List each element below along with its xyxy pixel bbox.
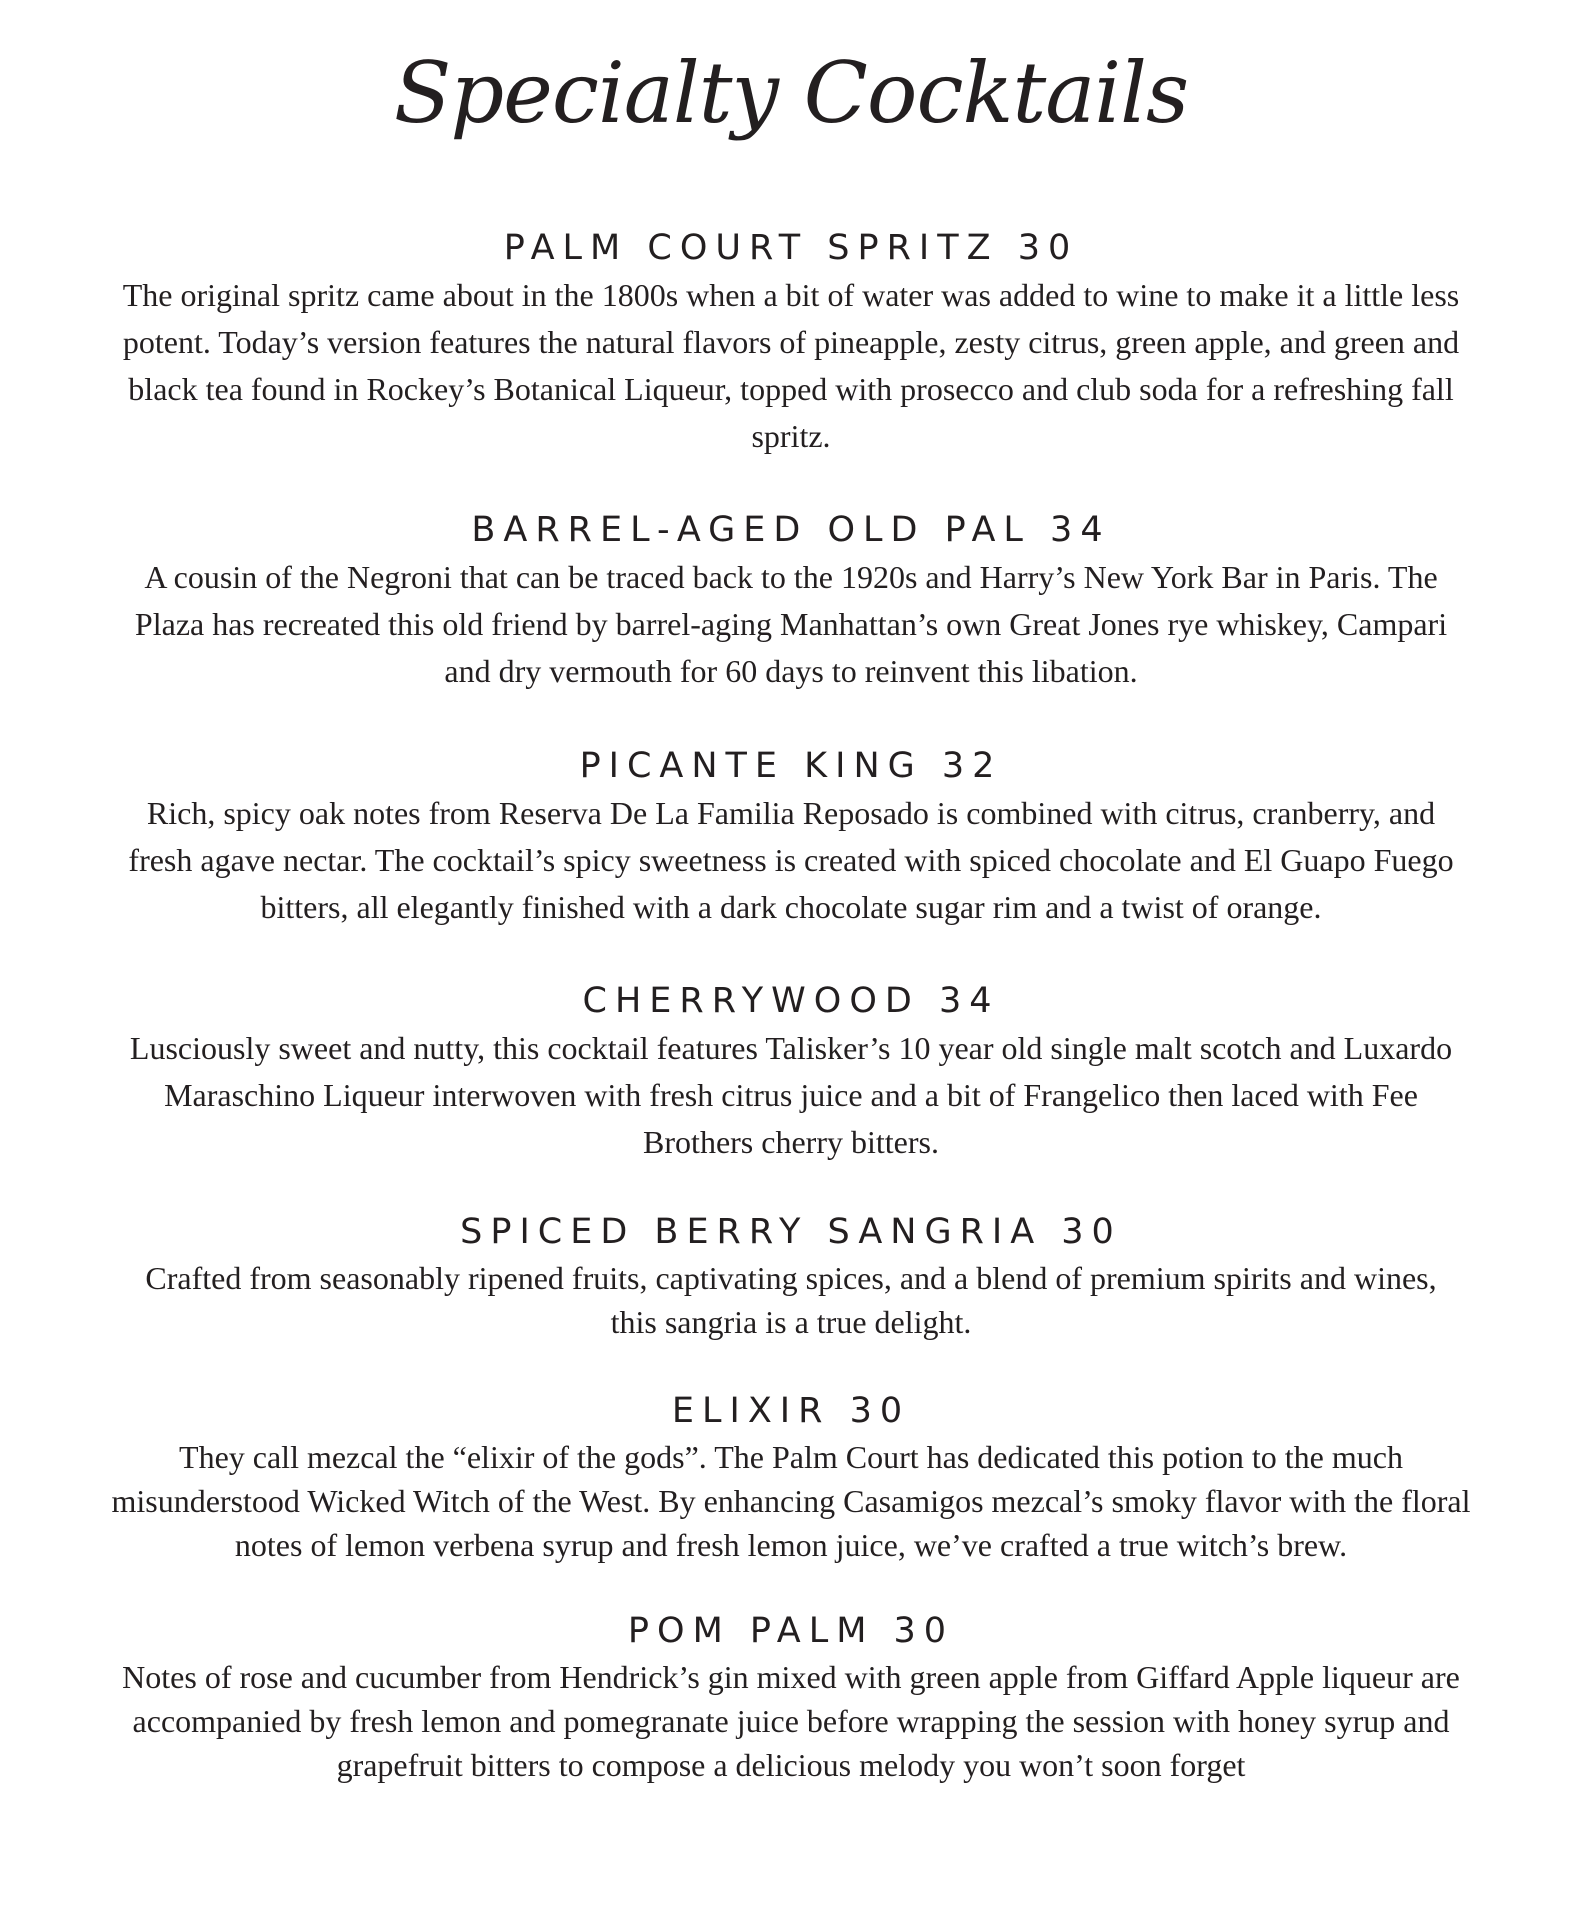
item-name: SPICED BERRY SANGRIA 30 (460, 1212, 1122, 1252)
menu-item-barrel-aged-old-pal (100, 508, 1482, 695)
menu-item-cherrywood (100, 979, 1482, 1166)
menu-item-pom-palm (100, 1609, 1482, 1787)
item-name: CHERRYWOOD 34 (582, 981, 1000, 1021)
item-description: The original spritz came about in the 1800s when a bit of water was added to wine to make it a little less potent. Today’s version features the natural flavors of pineapple, zesty citrus, green apple, and green and black tea found in Rockey’s Botanical Liqueur, topped with prosecco and club soda for a refreshing fall spritz. (122, 277, 1460, 454)
item-description: Notes of rose and cucumber from Hendrick’s gin mixed with green apple from Giffard Apple liqueur are accompanied by fresh lemon and pomegranate juice before wrapping the session with honey syrup and grapefruit bitters to compose a delicious melody you won’t soon forget (122, 1659, 1460, 1783)
item-name: POM PALM 30 (627, 1611, 955, 1651)
item-description: They call mezcal the “elixir of the gods”. The Palm Court has dedicated this potion to the much misunderstood Wicked Witch of the West. By enhancing Casamigos mezcal’s smoky flavor with the floral notes of lemon verbena syrup and fresh lemon juice, we’ve crafted a true witch’s brew. (111, 1439, 1471, 1563)
item-description: Rich, spicy oak notes from Reserva De La Familia Reposado is combined with citrus, cranberry, and fresh agave nectar. The cocktail’s spicy sweetness is created with spiced chocolate and El Guapo Fuego bitters, all elegantly finished with a dark chocolate sugar rim and a twist of orange. (128, 795, 1454, 925)
item-name: PALM COURT SPRITZ 30 (503, 228, 1079, 268)
item-name: BARREL-AGED OLD PAL 34 (471, 510, 1111, 550)
menu-item-spiced-berry-sangria (100, 1210, 1482, 1344)
item-description: Crafted from seasonably ripened fruits, captivating spices, and a blend of premium spirits and wines, this sangria is a true delight. (145, 1260, 1437, 1340)
menu-title: Specialty Cocktails (393, 44, 1189, 142)
menu-item-palm-court-spritz (100, 226, 1482, 460)
menu-item-elixir (100, 1389, 1482, 1567)
item-description: Lusciously sweet and nutty, this cocktail features Talisker’s 10 year old single malt scotch and Luxardo Maraschino Liqueur interwoven with fresh citrus juice and a bit of Frangelico then laced with Fee Brothers cherry bitters. (129, 1030, 1453, 1160)
item-name: ELIXIR 30 (671, 1391, 911, 1431)
item-name: PICANTE KING 32 (579, 746, 1003, 786)
menu-item-picante-king (100, 744, 1482, 931)
item-description: A cousin of the Negroni that can be traced back to the 1920s and Harry’s New York Bar in Paris. The Plaza has recreated this old friend by barrel-aging Manhattan’s own Great Jones rye whiskey, Campari and dry vermouth for 60 days to reinvent this libation. (134, 559, 1448, 689)
